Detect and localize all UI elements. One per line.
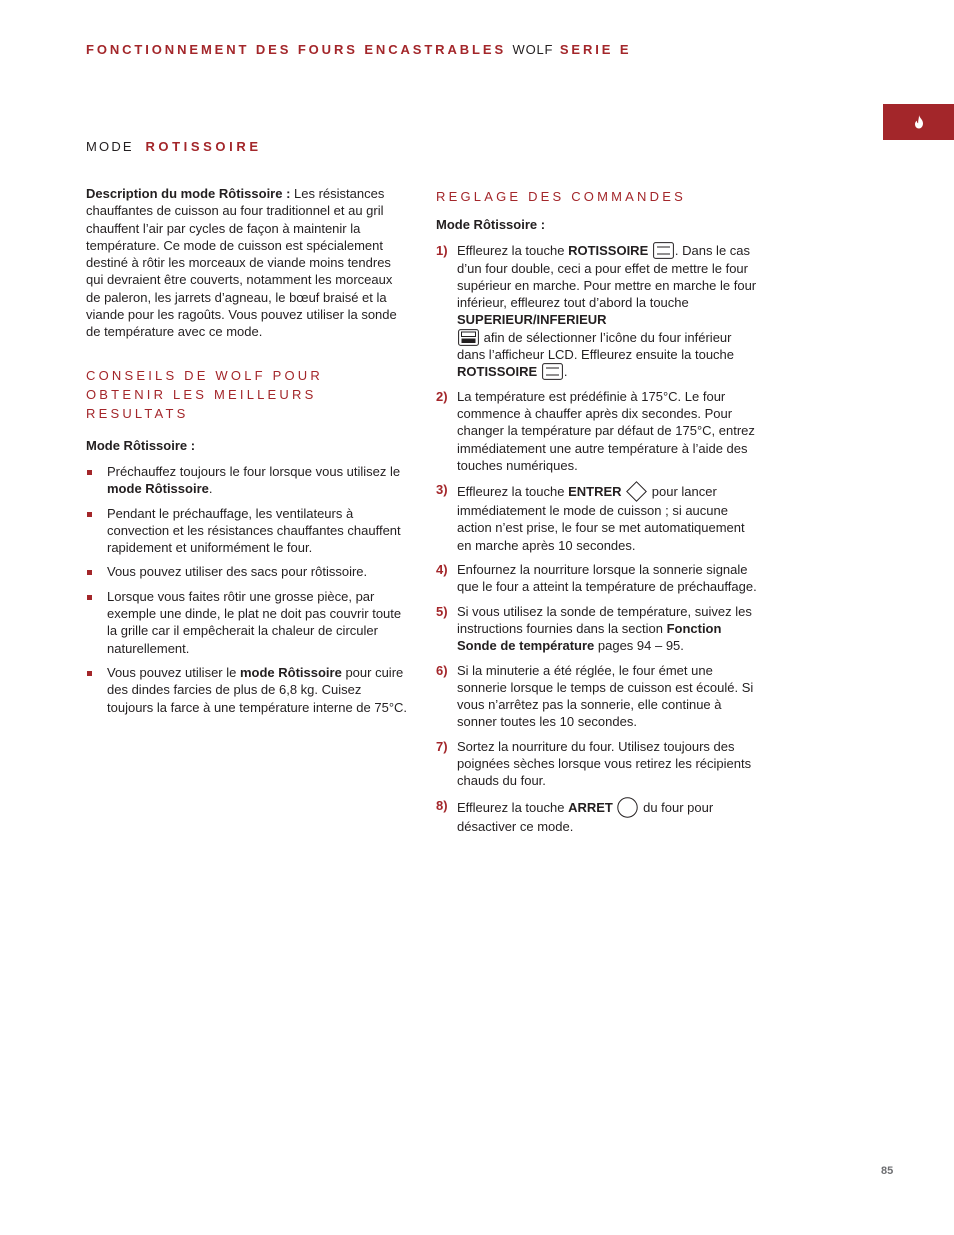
- running-header: [86, 41, 631, 58]
- bullet-square-icon: [87, 470, 92, 475]
- tips-subheading: Mode Rôtissoire :: [86, 437, 196, 453]
- enter-key-icon: [626, 481, 647, 502]
- list-item: Vous pouvez utiliser le mode Rôtissoire pour cuire des dindes farcies de plus de 6,8 kg. Cuisez toujours la farce à une température interne de 75°C.: [86, 664, 408, 716]
- header-title-part2: SERIE E: [559, 42, 632, 57]
- list-item: 8) Effleurez la touche ARRET du four pour désactiver ce mode.: [436, 797, 714, 834]
- tips-list: [86, 463, 408, 716]
- steps-list: [436, 242, 762, 835]
- tips-heading: CONSEILS DE WOLF POUR OBTENIR LES MEILLEURS RESULTATS: [86, 367, 323, 421]
- list-item: 7) Sortez la nourriture du four. Utilisez toujours des poignées sèches lorsque vous retirez les récipients chauds du four.: [436, 738, 752, 789]
- bullet-square-icon: [87, 671, 92, 676]
- upper-lower-key-icon: [458, 329, 479, 346]
- bullet-square-icon: [87, 595, 92, 600]
- list-item: 6) Si la minuterie a été réglée, le four émet une sonnerie lorsque le temps de cuisson est écoulé. Si vous n’arrêtez pas la sonnerie, elle continue à sonner toutes les 10 secondes.: [436, 662, 754, 730]
- list-item: 1) Effleurez la touche ROTISSOIRE . Dans le cas d’un four double, ceci a pour effet de mettre le four supérieur en marche. Pour mettre en marche le four inférieur, effleurez tout d’abord la touche SUPERIEUR/INFERIEUR afin de sélectionner l’icône du four inférieur dans l’afficheur LCD. Effleurez ensuite la touche ROTISSOIRE .: [436, 243, 757, 380]
- description-text: Les résistances chauffantes de cuisson au four traditionnel et au gril chauffent l’air par cycles de façon à maintenir la température. Ce mode de cuisson est spécialement destiné à rôtir les morceaux de viande moins tendres qui devraient être couverts, notamment les morceaux de paleron, les jarrets d’agneau, le bœuf braisé et la viande pour les ragoûts. Vous pouvez utiliser la sonde de température avec ce mode.: [86, 186, 397, 340]
- list-item: 3) Effleurez la touche ENTRER pour lancer immédiatement le mode de cuisson ; si aucune action n’est prise, le four se met automatiquement en marche après 10 secondes.: [436, 482, 745, 553]
- mode-name: ROTISSOIRE: [145, 139, 262, 154]
- mode-title: [86, 138, 262, 155]
- list-item: Vous pouvez utiliser des sacs pour rôtissoire.: [86, 563, 408, 580]
- bullet-square-icon: [87, 570, 92, 575]
- list-item: Préchauffez toujours le four lorsque vous utilisez le mode Rôtissoire.: [86, 463, 408, 498]
- page-number: 85: [881, 1165, 894, 1177]
- rotisserie-key-icon: [653, 242, 674, 259]
- off-key-icon: [617, 797, 638, 818]
- controls-heading: REGLAGE DES COMMANDES: [436, 189, 686, 204]
- bullet-square-icon: [87, 512, 92, 517]
- header-brand: WOLF: [512, 42, 554, 57]
- header-title-part1: FONCTIONNEMENT DES FOURS ENCASTRABLES: [86, 42, 507, 57]
- description-paragraph: [86, 185, 408, 341]
- rotisserie-key-icon: [542, 363, 563, 380]
- mode-prefix: MODE: [86, 139, 134, 154]
- right-column: [436, 187, 762, 842]
- left-column: [86, 185, 408, 723]
- list-item: Pendant le préchauffage, les ventilateurs à convection et les résistances chauffantes chauffent rapidement et uniformément le four.: [86, 505, 408, 557]
- section-tab: [883, 104, 954, 140]
- list-item: 5) Si vous utilisez la sonde de température, suivez les instructions fournies dans la section Fonction Sonde de température pages 94 – 95.: [436, 603, 752, 654]
- controls-subheading: Mode Rôtissoire :: [436, 217, 546, 232]
- flame-icon: [913, 115, 925, 129]
- list-item: 2) La température est prédéfinie à 175°C. Le four commence à chauffer après dix secondes. Pour changer la température par défaut de 175°C, entrez immédiatement une autre température à l’aide des touches numériques.: [436, 388, 755, 473]
- list-item: 4) Enfournez la nourriture lorsque la sonnerie signale que le four a atteint la température de préchauffage.: [436, 562, 757, 595]
- list-item: Lorsque vous faites rôtir une grosse pièce, par exemple une dinde, le plat ne doit pas couvrir toute la grille car il empêcherait la chaleur de circuler naturellement.: [86, 588, 408, 657]
- description-label: Description du mode Rôtissoire :: [86, 186, 291, 201]
